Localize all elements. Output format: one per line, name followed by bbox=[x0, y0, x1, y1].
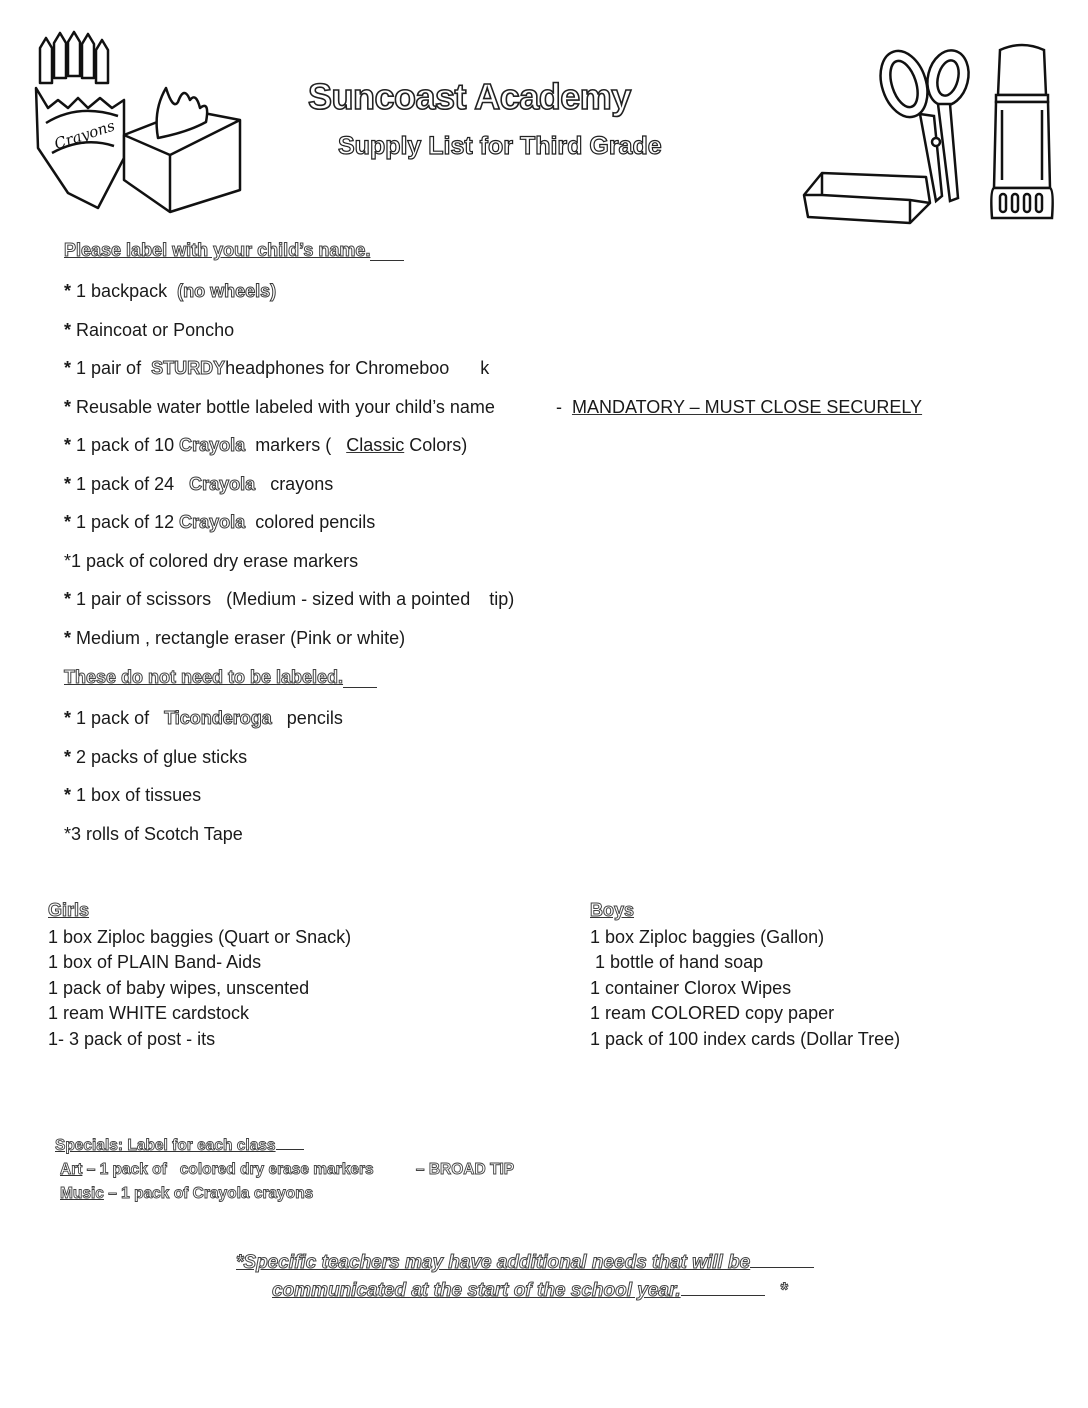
specials-section bbox=[55, 1134, 514, 1206]
list-item-headphones: * 1 pair of STURDYheadphones for Chromeboo k bbox=[64, 358, 490, 378]
girls-column bbox=[48, 898, 351, 1053]
tissue-box-icon bbox=[118, 80, 248, 215]
list-item: 1- 3 pack of post - its bbox=[48, 1028, 216, 1049]
footer-note-line1: *Specific teachers may have additional needs that will be bbox=[236, 1252, 814, 1274]
list-item-raincoat: * Raincoat or Poncho bbox=[64, 320, 235, 340]
list-item: 1 bottle of hand soap bbox=[590, 952, 764, 973]
list-item-crayons: * 1 pack of 24 Crayola crayons bbox=[64, 474, 334, 494]
list-item-scissors: * 1 pair of scissors (Medium - sized with a pointed tip) bbox=[64, 589, 515, 609]
list-item-colored-pencils: * 1 pack of 12 Crayola colored pencils bbox=[64, 512, 376, 532]
boys-column bbox=[590, 898, 900, 1053]
footer-note-line2: communicated at the start of the school year. * bbox=[272, 1280, 788, 1301]
boys-heading: Boys bbox=[590, 900, 635, 920]
page-title: Suncoast Academy bbox=[308, 76, 631, 117]
labeled-section-heading: Please label with your child’s name. bbox=[64, 240, 404, 261]
list-item-markers: * 1 pack of 10 Crayola markers ( Classic Colors) bbox=[64, 435, 468, 455]
girls-heading: Girls bbox=[48, 900, 90, 920]
list-item-dry-erase: *1 pack of colored dry erase markers bbox=[64, 551, 359, 571]
list-item-tape: *3 rolls of Scotch Tape bbox=[64, 824, 243, 844]
svg-text:Crayons: Crayons bbox=[52, 116, 118, 154]
list-item: 1 ream COLORED copy paper bbox=[590, 1003, 835, 1024]
unlabeled-section-heading: These do not need to be labeled. bbox=[64, 667, 377, 688]
mandatory-warning: MANDATORY – MUST CLOSE SECURELY bbox=[571, 397, 923, 417]
list-item: 1 container Clorox Wipes bbox=[590, 977, 792, 998]
list-item: 1 box Ziploc baggies (Quart or Snack) bbox=[48, 926, 352, 947]
list-item: 1 pack of 100 index cards (Dollar Tree) bbox=[590, 1028, 901, 1049]
list-item-eraser: * Medium , rectangle eraser (Pink or white) bbox=[64, 628, 406, 648]
specials-music: Music – 1 pack of Crayola crayons bbox=[60, 1185, 314, 1202]
list-item: 1 box of PLAIN Band- Aids bbox=[48, 952, 262, 973]
list-item: 1 ream WHITE cardstock bbox=[48, 1003, 250, 1024]
glue-stick-icon bbox=[986, 40, 1058, 226]
page-subtitle: Supply List for Third Grade bbox=[338, 132, 662, 160]
specials-heading: Specials: Label for each class bbox=[55, 1137, 276, 1154]
specials-art: Art – 1 pack of colored dry erase markers – BROAD TIP bbox=[60, 1161, 515, 1178]
list-item: 1 box Ziploc baggies (Gallon) bbox=[590, 926, 825, 947]
list-item-tissues: * 1 box of tissues bbox=[64, 785, 202, 805]
list-item-glue: * 2 packs of glue sticks bbox=[64, 747, 248, 767]
list-item-water-bottle: * Reusable water bottle labeled with your child’s name - MANDATORY – MUST CLOSE SECURELY bbox=[64, 397, 923, 417]
list-item: 1 pack of baby wipes, unscented bbox=[48, 977, 310, 998]
list-item-pencils: * 1 pack of Ticonderoga pencils bbox=[64, 708, 343, 728]
scissors-icon bbox=[876, 46, 976, 206]
list-item-backpack: * 1 backpack (no wheels) bbox=[64, 281, 277, 301]
